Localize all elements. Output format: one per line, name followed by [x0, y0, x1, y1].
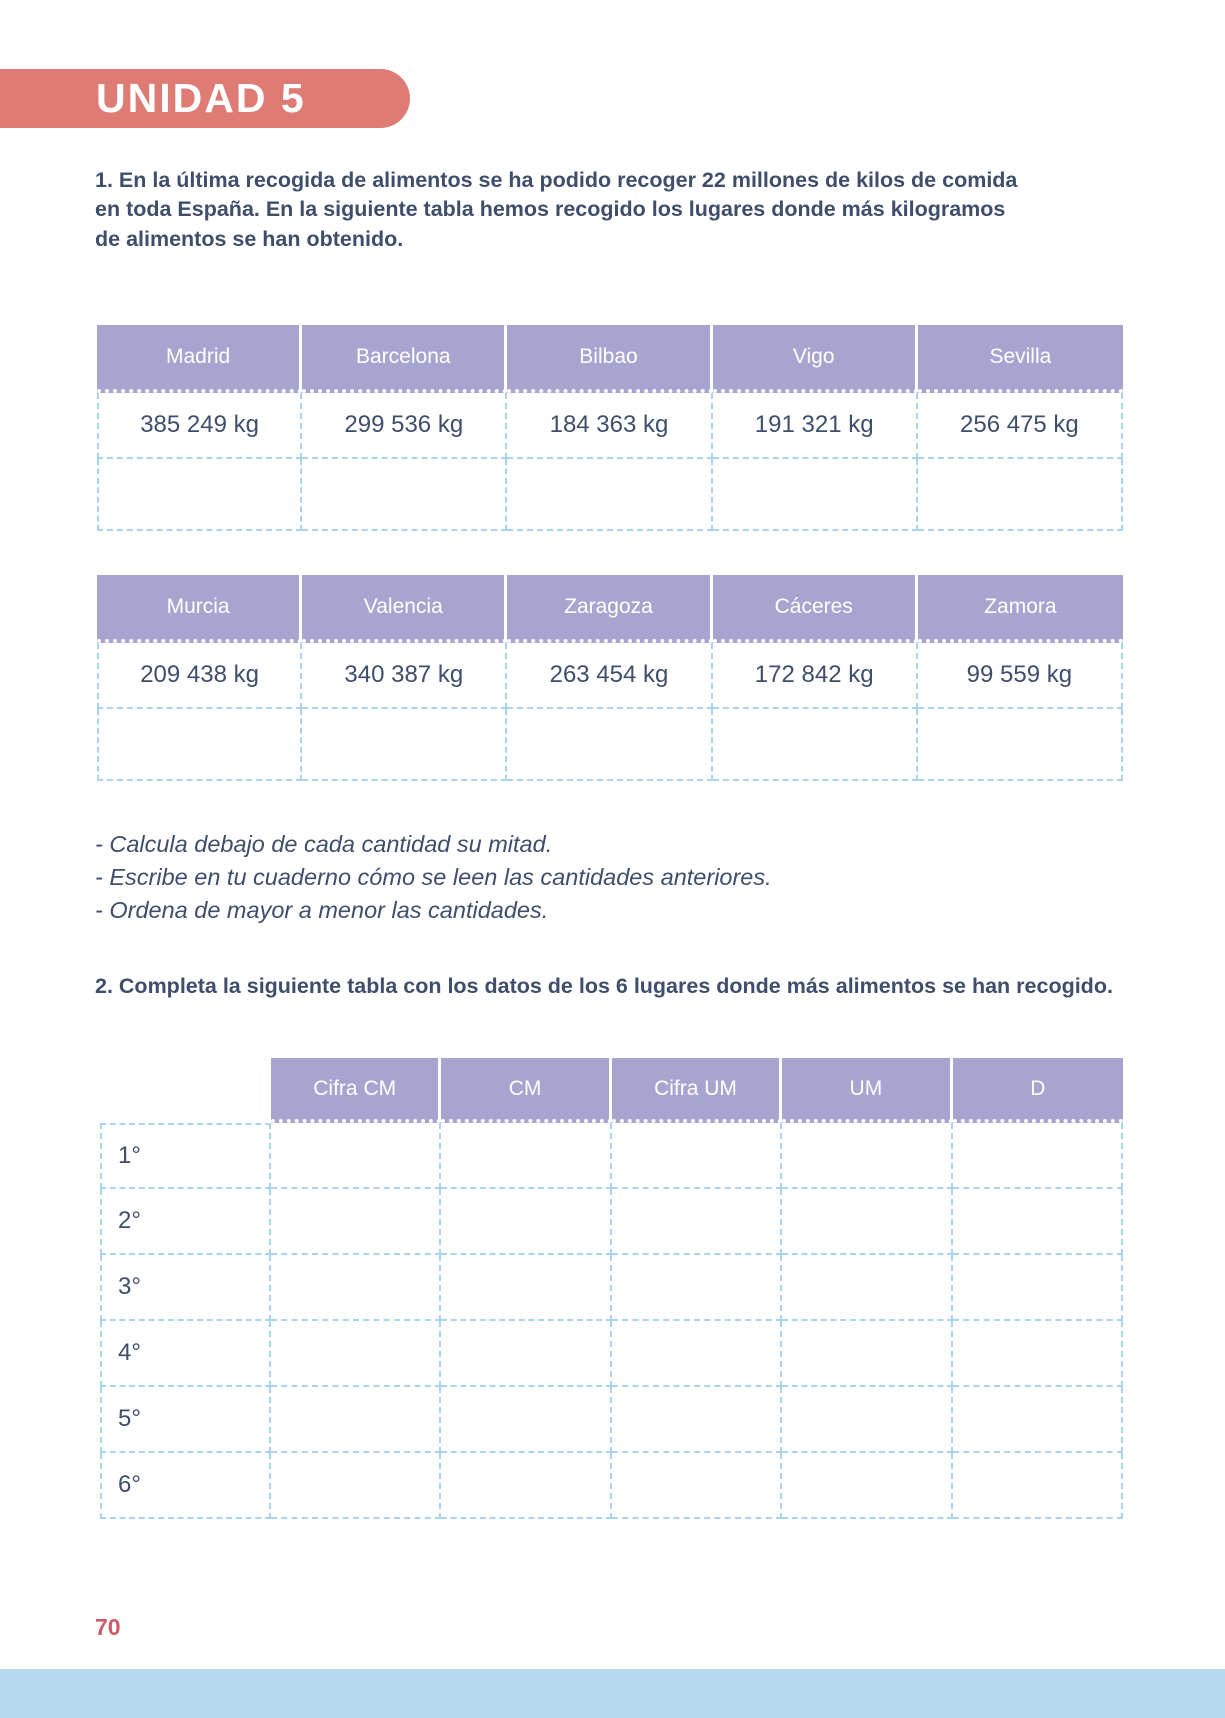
answer-cell[interactable] [953, 1123, 1123, 1189]
answer-cell[interactable] [271, 1189, 441, 1255]
answer-cell[interactable] [302, 709, 507, 781]
city-header-cell: Zaragoza [507, 575, 712, 643]
kg-value-cell: 256 475 kg [918, 393, 1123, 459]
col-header-cell: Cifra CM [271, 1058, 441, 1123]
table-cities-a [97, 325, 1123, 531]
answer-cell[interactable] [713, 709, 918, 781]
col-header-cell: D [953, 1058, 1123, 1123]
answer-cell[interactable] [507, 459, 712, 531]
answer-cell[interactable] [918, 459, 1123, 531]
answer-cell[interactable] [953, 1321, 1123, 1387]
table-corner-cell [100, 1058, 271, 1123]
answer-cell[interactable] [612, 1189, 782, 1255]
kg-value-cell: 191 321 kg [713, 393, 918, 459]
kg-value-cell: 184 363 kg [507, 393, 712, 459]
footer-bar [0, 1669, 1225, 1718]
kg-value-cell: 263 454 kg [507, 643, 712, 709]
city-header-cell: Madrid [97, 325, 302, 393]
answer-cell[interactable] [782, 1255, 952, 1321]
answer-cell[interactable] [953, 1255, 1123, 1321]
answer-cell[interactable] [271, 1321, 441, 1387]
instruction-line: - Calcula debajo de cada cantidad su mitad. [95, 831, 553, 857]
answer-cell[interactable] [782, 1387, 952, 1453]
col-header-cell: Cifra UM [612, 1058, 782, 1123]
city-header-cell: Cáceres [713, 575, 918, 643]
city-header-cell: Murcia [97, 575, 302, 643]
city-header-cell: Barcelona [302, 325, 507, 393]
table-cities-b-header-row [97, 575, 1123, 643]
city-header-cell: Bilbao [507, 325, 712, 393]
answer-cell[interactable] [302, 459, 507, 531]
row-label-cell: 6° [100, 1453, 271, 1519]
kg-value-cell: 172 842 kg [713, 643, 918, 709]
answer-cell[interactable] [97, 709, 302, 781]
answer-cell[interactable] [97, 459, 302, 531]
table-cities-b-values-row [97, 643, 1123, 709]
answer-cell[interactable] [782, 1123, 952, 1189]
answer-cell[interactable] [441, 1321, 611, 1387]
row-label-cell: 1° [100, 1123, 271, 1189]
table-cities-b-answer-row [97, 709, 1123, 781]
kg-value-cell: 99 559 kg [918, 643, 1123, 709]
row-label-cell: 4° [100, 1321, 271, 1387]
page-number: 70 [95, 1614, 121, 1640]
kg-value-cell: 299 536 kg [302, 393, 507, 459]
row-label-cell: 2° [100, 1189, 271, 1255]
answer-cell[interactable] [953, 1453, 1123, 1519]
kg-value-cell: 209 438 kg [97, 643, 302, 709]
answer-cell[interactable] [782, 1189, 952, 1255]
unit-badge-label: UNIDAD 5 [96, 75, 306, 121]
col-header-cell: UM [782, 1058, 952, 1123]
city-header-cell: Valencia [302, 575, 507, 643]
city-header-cell: Vigo [713, 325, 918, 393]
table-cities-a-header-row [97, 325, 1123, 393]
answer-cell[interactable] [612, 1321, 782, 1387]
answer-cell[interactable] [441, 1123, 611, 1189]
row-label-cell: 5° [100, 1387, 271, 1453]
city-header-cell: Zamora [918, 575, 1123, 643]
answer-cell[interactable] [271, 1387, 441, 1453]
answer-cell[interactable] [441, 1255, 611, 1321]
kg-value-cell: 385 249 kg [97, 393, 302, 459]
table-cities-b [97, 575, 1123, 781]
answer-cell[interactable] [713, 459, 918, 531]
answer-cell[interactable] [441, 1189, 611, 1255]
answer-cell[interactable] [271, 1123, 441, 1189]
answer-cell[interactable] [612, 1255, 782, 1321]
answer-cell[interactable] [782, 1453, 952, 1519]
exercise1-instructions [95, 828, 772, 927]
instruction-line: - Escribe en tu cuaderno cómo se leen las cantidades anteriores. [95, 864, 772, 890]
col-header-cell: CM [441, 1058, 611, 1123]
table-cities-a-values-row [97, 393, 1123, 459]
answer-cell[interactable] [612, 1453, 782, 1519]
unit-badge [0, 69, 410, 128]
answer-cell[interactable] [953, 1387, 1123, 1453]
table-place-values [100, 1058, 1123, 1519]
answer-cell[interactable] [441, 1453, 611, 1519]
answer-cell[interactable] [612, 1123, 782, 1189]
answer-cell[interactable] [612, 1387, 782, 1453]
table-cities-a-answer-row [97, 459, 1123, 531]
exercise2-statement: 2. Completa la siguiente tabla con los datos de los 6 lugares donde más alimentos se han recogido. [95, 974, 1113, 998]
answer-cell[interactable] [918, 709, 1123, 781]
answer-cell[interactable] [953, 1189, 1123, 1255]
answer-cell[interactable] [271, 1255, 441, 1321]
city-header-cell: Sevilla [918, 325, 1123, 393]
answer-cell[interactable] [271, 1453, 441, 1519]
answer-cell[interactable] [441, 1387, 611, 1453]
exercise1-statement: 1. En la última recogida de alimentos se ha podido recoger 22 millones de kilos de comida en toda España. En la siguiente tabla hemos recogido los lugares donde más kilogramos de alimentos se han obtenido. [95, 168, 1018, 251]
row-label-cell: 3° [100, 1255, 271, 1321]
instruction-line: - Ordena de mayor a menor las cantidades. [95, 897, 549, 923]
kg-value-cell: 340 387 kg [302, 643, 507, 709]
answer-cell[interactable] [782, 1321, 952, 1387]
answer-cell[interactable] [507, 709, 712, 781]
